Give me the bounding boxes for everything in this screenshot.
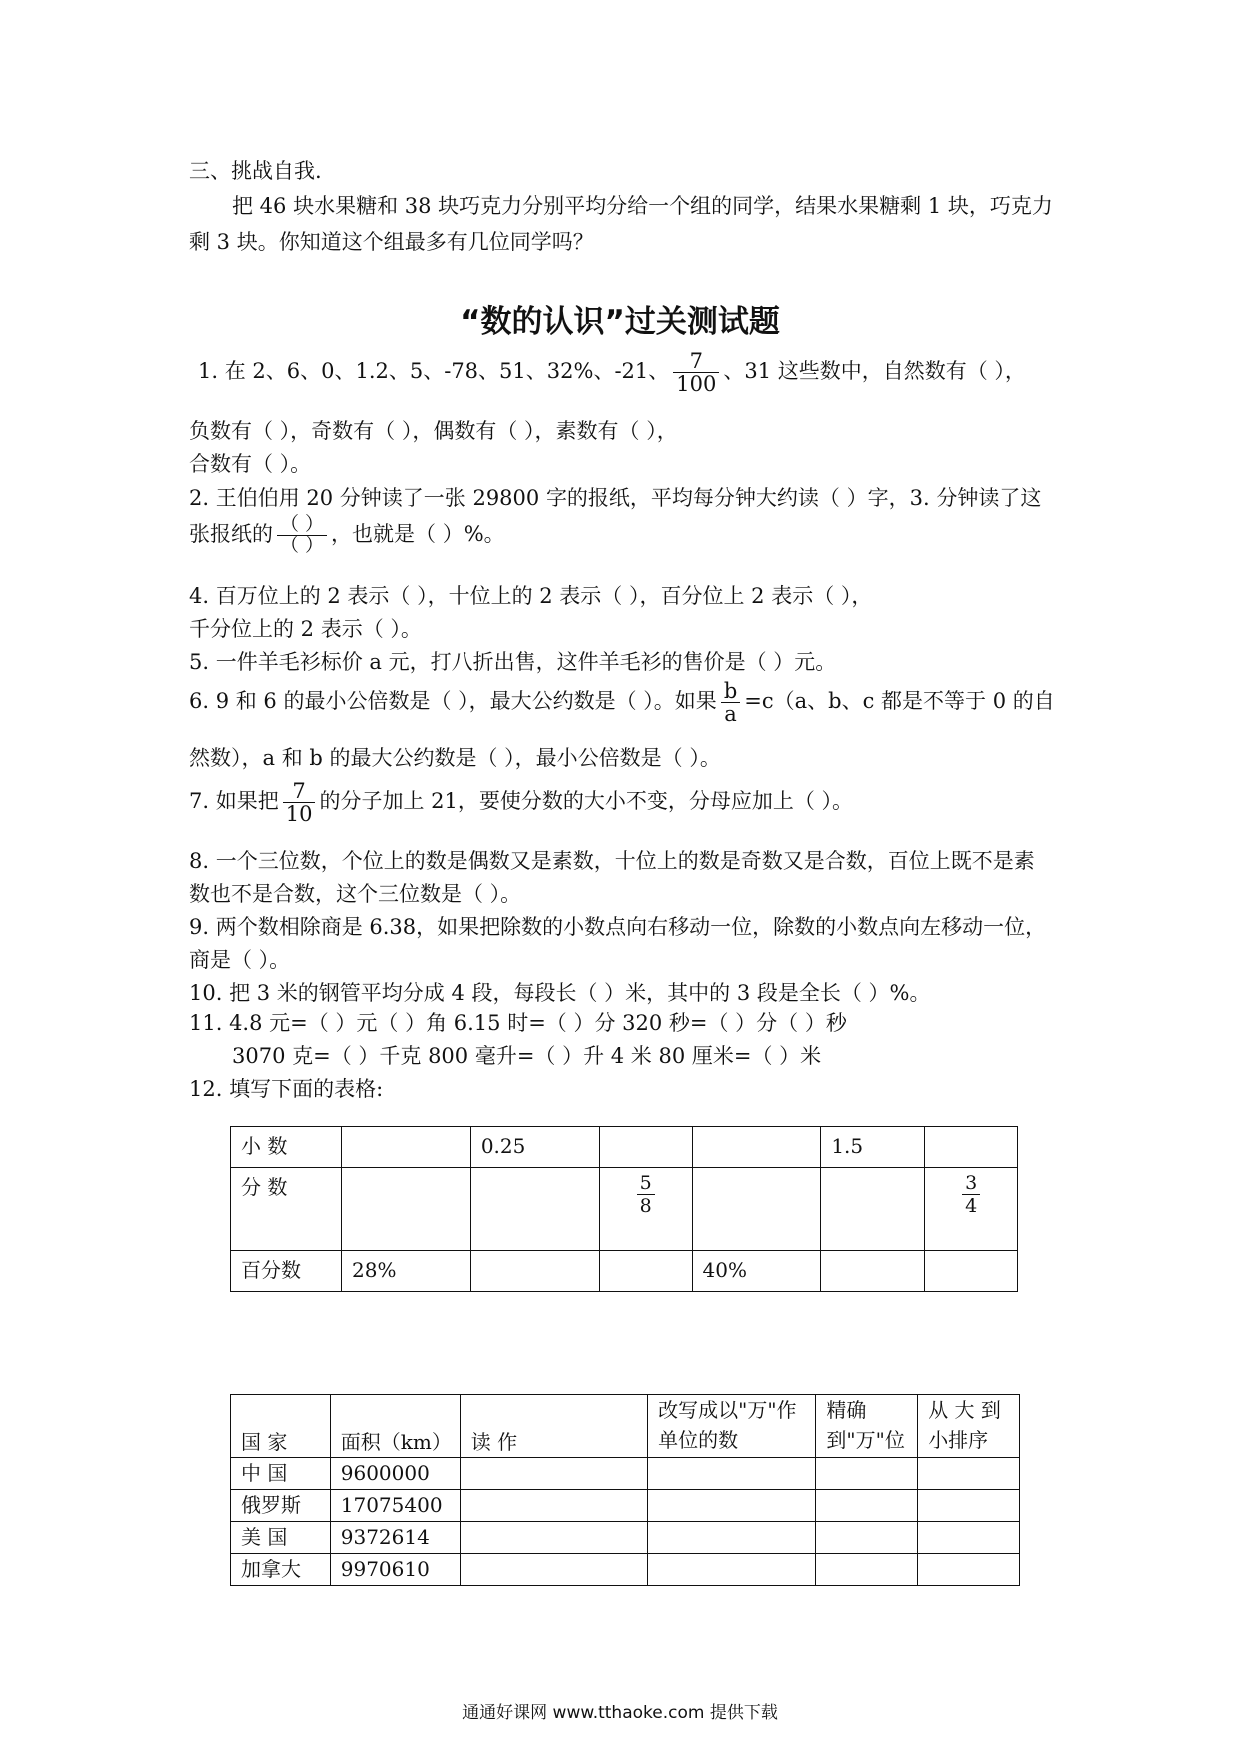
question-6-text-a: 6. 9 和 6 的最小公倍数是（ ），最大公约数是（ ）。如果 bbox=[189, 689, 717, 714]
table-cell bbox=[692, 1168, 821, 1251]
header-area: 面积（km） bbox=[330, 1395, 460, 1458]
table-cell bbox=[470, 1251, 599, 1292]
table-cell bbox=[460, 1458, 647, 1490]
question-8-line2: 数也不是合数，这个三位数是（ ）。 bbox=[189, 882, 522, 906]
table-cell bbox=[925, 1251, 1018, 1292]
table-row bbox=[231, 1554, 1020, 1586]
table-cell bbox=[648, 1490, 816, 1522]
table-cell bbox=[918, 1554, 1020, 1586]
question-10: 10. 把 3 米的钢管平均分成 4 段，每段长（ ）米，其中的 3 段是全长（ ）%。 bbox=[189, 981, 931, 1005]
table-cell bbox=[599, 1251, 692, 1292]
table-cell: 俄罗斯 bbox=[231, 1490, 331, 1522]
challenge-text-line2: 剩 3 块。你知道这个组最多有几位同学吗？ bbox=[189, 230, 594, 254]
table-cell bbox=[460, 1490, 647, 1522]
question-1-fraction bbox=[673, 350, 719, 395]
question-1-text-a: 1. 在 2、6、0、1.2、5、-78、51、32%、-21、 bbox=[198, 359, 670, 384]
question-7-text-a: 7. 如果把 bbox=[189, 789, 279, 814]
question-9-line2: 商是（ ）。 bbox=[189, 948, 291, 972]
question-11-line2: 3070 克=（ ）千克 800 毫升=（ ）升 4 米 80 厘米=（ ）米 bbox=[232, 1044, 822, 1068]
fraction-denominator: 8 bbox=[637, 1194, 655, 1217]
challenge-text-line1: 把 46 块水果糖和 38 块巧克力分别平均分给一个组的同学，结果水果糖剩 1 块，巧克力 bbox=[232, 194, 1053, 218]
table-cell: 9600000 bbox=[330, 1458, 460, 1490]
question-11-line1: 11. 4.8 元=（ ）元（ ）角 6.15 时=（ ）分 320 秒=（ ）分（ ）秒 bbox=[189, 1011, 847, 1035]
table-cell bbox=[816, 1458, 918, 1490]
country-area-table bbox=[230, 1394, 1020, 1586]
table-cell bbox=[342, 1127, 471, 1168]
question-12: 12. 填写下面的表格: bbox=[189, 1077, 384, 1101]
table-cell bbox=[648, 1554, 816, 1586]
table-cell bbox=[599, 1127, 692, 1168]
fraction-denominator: 100 bbox=[673, 372, 719, 395]
table-cell bbox=[925, 1168, 1018, 1251]
table-cell bbox=[460, 1554, 647, 1586]
question-7-text-b: 的分子加上 21，要使分数的大小不变，分母应加上（ ）。 bbox=[319, 789, 854, 814]
fraction-three-quarters bbox=[962, 1172, 980, 1217]
table-cell bbox=[599, 1168, 692, 1251]
table-cell: 28% bbox=[342, 1251, 471, 1292]
fraction-numerator: （ ） bbox=[280, 513, 325, 535]
table-cell bbox=[816, 1490, 918, 1522]
fraction-five-eighths bbox=[637, 1172, 655, 1217]
table-header-row bbox=[231, 1395, 1020, 1458]
fraction-denominator: （ ） bbox=[277, 535, 327, 556]
table-cell: 17075400 bbox=[330, 1490, 460, 1522]
fraction-numerator: 3 bbox=[965, 1172, 978, 1194]
question-2-fraction bbox=[277, 515, 327, 556]
fraction-numerator: 7 bbox=[292, 779, 306, 803]
table-cell: 9970610 bbox=[330, 1554, 460, 1586]
header-country: 国 家 bbox=[231, 1395, 331, 1458]
question-1-line1 bbox=[198, 350, 1026, 395]
conversion-table bbox=[230, 1126, 1018, 1292]
table-cell bbox=[925, 1127, 1018, 1168]
question-2-text-b: ，也就是（ ）%。 bbox=[331, 521, 505, 546]
question-4-line2: 千分位上的 2 表示（ ）。 bbox=[189, 617, 422, 641]
question-1-line2: 负数有（ ），奇数有（ ），偶数有（ ），素数有（ ）， bbox=[189, 419, 678, 443]
row-label-percent: 百分数 bbox=[231, 1251, 342, 1292]
table-cell bbox=[692, 1127, 821, 1168]
row-label-fraction: 分 数 bbox=[231, 1168, 342, 1251]
question-6-text-b: =c（a、b、c 都是不等于 0 的自 bbox=[744, 689, 1055, 714]
fraction-denominator: 10 bbox=[283, 802, 316, 825]
table-cell bbox=[816, 1522, 918, 1554]
header-sort: 从 大 到 小排序 bbox=[918, 1395, 1020, 1458]
table-row-percent bbox=[231, 1251, 1018, 1292]
table-row bbox=[231, 1522, 1020, 1554]
table-cell: 1.5 bbox=[821, 1127, 925, 1168]
table-cell: 美 国 bbox=[231, 1522, 331, 1554]
question-6-fraction bbox=[721, 680, 740, 725]
fraction-numerator: 7 bbox=[689, 349, 703, 373]
table-row-fraction bbox=[231, 1168, 1018, 1251]
question-6-line2: 然数），a 和 b 的最大公约数是（ ），最小公倍数是（ ）。 bbox=[189, 746, 721, 770]
fraction-denominator: 4 bbox=[962, 1194, 980, 1217]
header-reading: 读 作 bbox=[460, 1395, 647, 1458]
table-cell bbox=[918, 1458, 1020, 1490]
question-4-line1: 4. 百万位上的 2 表示（ ），十位上的 2 表示（ ），百分位上 2 表示（ ）， bbox=[189, 584, 873, 608]
table-cell: 中 国 bbox=[231, 1458, 331, 1490]
question-1-line3: 合数有（ ）。 bbox=[189, 452, 312, 476]
question-9-line1: 9. 两个数相除商是 6.38，如果把除数的小数点向右移动一位，除数的小数点向左移动一位， bbox=[189, 915, 1047, 939]
question-7 bbox=[189, 780, 853, 825]
table-cell: 9372614 bbox=[330, 1522, 460, 1554]
row-label-decimal: 小 数 bbox=[231, 1127, 342, 1168]
header-round-wan: 精确到"万"位 bbox=[816, 1395, 918, 1458]
challenge-heading: 三、挑战自我. bbox=[189, 159, 322, 183]
question-8-line1: 8. 一个三位数，个位上的数是偶数又是素数，十位上的数是奇数又是合数，百位上既不是素 bbox=[189, 849, 1035, 873]
table-cell bbox=[918, 1522, 1020, 1554]
question-2-line2 bbox=[189, 515, 505, 556]
table-cell bbox=[460, 1522, 647, 1554]
question-2-text-a: 张报纸的 bbox=[189, 521, 273, 546]
question-6-line1 bbox=[189, 680, 1055, 725]
page-title: “数的认识”过关测试题 bbox=[460, 304, 780, 340]
question-7-fraction bbox=[283, 780, 316, 825]
question-2-line1: 2. 王伯伯用 20 分钟读了一张 29800 字的报纸，平均每分钟大约读（ ）字，3. 分钟读了这 bbox=[189, 486, 1042, 510]
question-5: 5. 一件羊毛衫标价 a 元，打八折出售，这件羊毛衫的售价是（ ）元。 bbox=[189, 650, 837, 674]
table-cell bbox=[342, 1168, 471, 1251]
fraction-numerator: 5 bbox=[639, 1172, 652, 1194]
table-cell bbox=[648, 1522, 816, 1554]
table-cell: 加拿大 bbox=[231, 1554, 331, 1586]
table-cell bbox=[648, 1458, 816, 1490]
table-row-decimal bbox=[231, 1127, 1018, 1168]
question-1-text-b: 、31 这些数中，自然数有（ ）， bbox=[723, 359, 1026, 384]
table-cell bbox=[918, 1490, 1020, 1522]
table-cell: 40% bbox=[692, 1251, 821, 1292]
fraction-numerator: b bbox=[723, 679, 738, 703]
fraction-denominator: a bbox=[721, 702, 740, 725]
table-row bbox=[231, 1490, 1020, 1522]
table-cell bbox=[821, 1251, 925, 1292]
page-footer: 通通好课网 www.tthaoke.com 提供下载 bbox=[462, 1703, 778, 1723]
table-row bbox=[231, 1458, 1020, 1490]
table-cell bbox=[816, 1554, 918, 1586]
table-cell bbox=[470, 1168, 599, 1251]
header-wan-units: 改写成以"万"作单位的数 bbox=[648, 1395, 816, 1458]
table-cell: 0.25 bbox=[470, 1127, 599, 1168]
table-cell bbox=[821, 1168, 925, 1251]
